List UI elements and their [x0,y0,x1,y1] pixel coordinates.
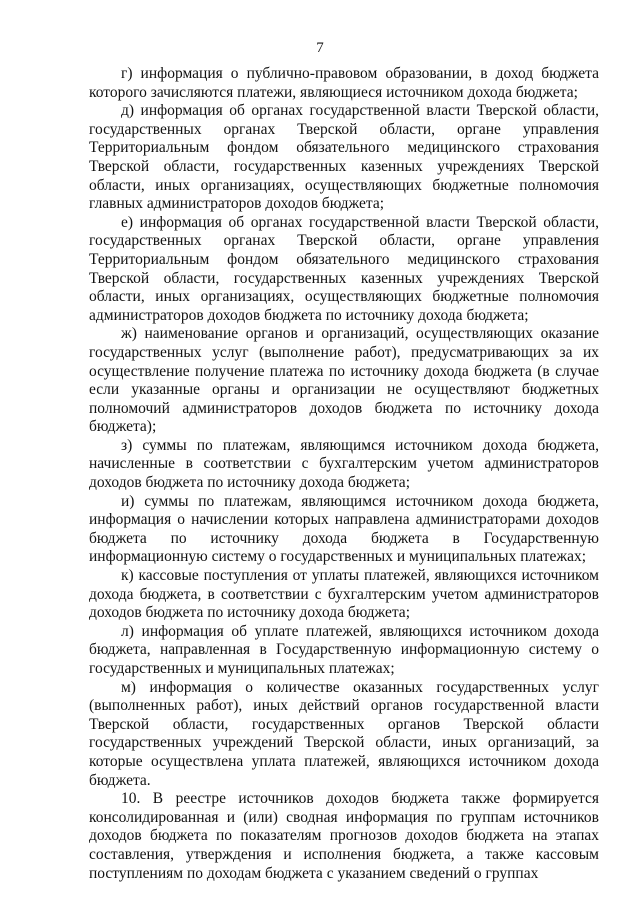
paragraph-m: м) информация о количестве оказанных государственных услуг (выполненных работ), иных действий органов государственной власти Тверской области, государственных органов Тверской области государственных учреждений Тверской области, иных организаций, за которые осуществлена уплата платежей, являющихся источником дохода бюджета. [89,678,599,789]
paragraph-i: и) суммы по платежам, являющимся источником дохода бюджета, информация о начислении которых направлена администраторами доходов бюджета по источнику дохода бюджета в Государственную информационную систему о государственных и муниципальных платежах; [89,492,599,566]
paragraph-l: л) информация об уплате платежей, являющихся источником дохода бюджета, направленная в Государственную информационную систему о государственных и муниципальных платежах; [89,622,599,677]
paragraph-d: д) информация об органах государственной власти Тверской области, государственных органах Тверской области, органе управления Территориальным фондом обязательного медицинского страхования Тверской области, государственных казенных учреждениях Тверской области, иных организациях, осуществляющих бюджетные полномочия главных администраторов доходов бюджета; [89,102,599,213]
paragraph-g: г) информация о публично-правовом образовании, в доход бюджета которого зачисляются платежи, являющиеся источником дохода бюджета; [89,65,599,101]
page-number: 7 [316,40,324,56]
paragraph-10: 10. В реестре источников доходов бюджета также формируется консолидированная и (или) сводная информация по группам источников доходов бюджета по показателям прогнозов доходов бюджета на этапах составления, утверждения и исполнения бюджета, а также кассовым поступлениям по доходам бюджета с указанием сведений о группах [89,790,599,882]
paragraph-k: к) кассовые поступления от уплаты платежей, являющихся источником дохода бюджета, в соответствии с бухгалтерским учетом администраторов доходов бюджета по источнику дохода бюджета; [89,567,599,622]
document-body [89,65,599,883]
paragraph-z: з) суммы по платежам, являющимся источником дохода бюджета, начисленные в соответствии с бухгалтерским учетом администраторов доходов бюджета по источнику дохода бюджета; [89,436,599,492]
paragraph-zh: ж) наименование органов и организаций, осуществляющих оказание государственных услуг (выполнение работ), предусматривающих за их осуществление получение платежа по источнику дохода бюджета (в случае если указанные органы и организации не осуществляют бюджетных полномочий администраторов доходов бюджета по источнику дохода бюджета); [89,325,599,436]
paragraph-e: е) информация об органах государственной власти Тверской области, государственных органах Тверской области, органе управления Территориальным фондом обязательного медицинского страхования Тверской области, государственных казенных учреждениях Тверской области, иных организациях, осуществляющих бюджетные полномочия администраторов доходов бюджета по источнику дохода бюджета; [89,213,599,324]
